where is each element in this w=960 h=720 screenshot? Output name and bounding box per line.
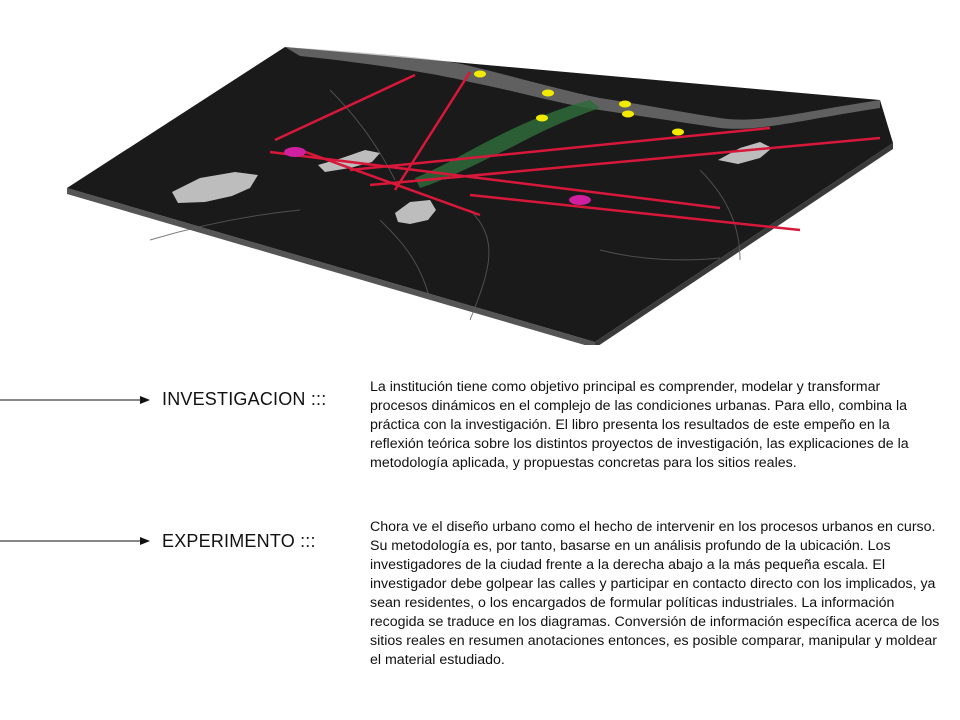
label-experimento: EXPERIMENTO ::: xyxy=(162,531,316,551)
text-experimento: Chora ve el diseño urbano como el hecho de intervenir en los procesos urbanos en curso. Su metodología es, por tanto, basarse en un análisis profundo de la ubicación. Los investigadores de la ciudad frente a la derecha abajo a la más pequeña escala. El investigador debe golpear las calles y participar en contacto directo con los implicados, ya sean residentes, o los encargados de formular políticas industriales. La información recogida se traduce en los diagramas. Conversión de información específica acerca de los sitios reales en resumen anotaciones entonces, es posible comparar, manipular y moldear el material estudiado. xyxy=(370,519,940,668)
label-investigacion: INVESTIGACION ::: xyxy=(162,389,327,409)
arrow-investigacion xyxy=(0,394,150,406)
text-investigacion: La institución tiene como objetivo principal es comprender, modelar y transformar procesos dinámicos en el complejo de las condiciones urbanas. Para ello, combina la práctica con la investigación. El libro presenta los resultados de este empeño en la reflexión teórica sobre los distintos proyectos de investigación, las explicaciones de la metodología aplicada, y propuestas concretas para los sitios reales. xyxy=(370,379,909,471)
arrow-experimento xyxy=(0,535,150,547)
isometric-map-figure xyxy=(0,0,960,345)
